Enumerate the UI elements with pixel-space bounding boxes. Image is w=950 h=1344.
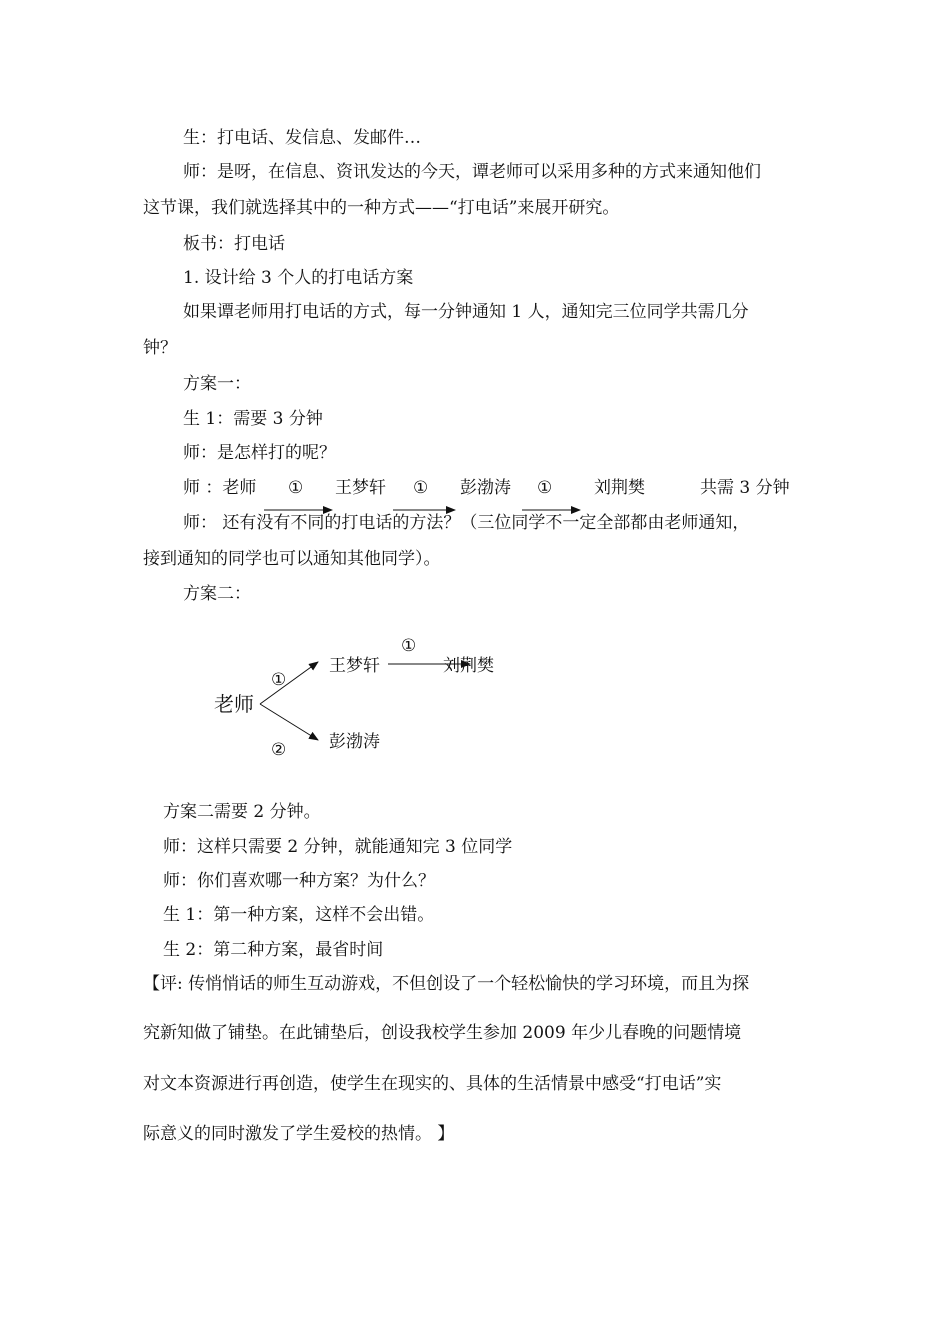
- paragraph-line: 师：是怎样打的呢？: [183, 443, 336, 463]
- paragraph-line: 师：你们喜欢哪一种方案？为什么？: [163, 871, 435, 891]
- scheme1-step3: ①: [537, 478, 553, 498]
- paragraph-line: 生 1：需要 3 分钟: [183, 409, 323, 429]
- scheme2-branch1-step: ①: [271, 670, 287, 690]
- scheme2-branch1-child-step: ①: [401, 636, 417, 656]
- evaluation-line: 对文本资源进行再创造，使学生在现实的、具体的生活情景中感受“打电话”实: [143, 1074, 722, 1094]
- paragraph-line: 方案一：: [183, 374, 251, 394]
- paragraph-line: 方案二需要 2 分钟。: [163, 802, 321, 822]
- scheme2-root: 老师: [214, 692, 254, 716]
- paragraph-line: 接到通知的同学也可以通知其他同学）。: [143, 549, 441, 569]
- scheme2-branch1-child-name: 刘荆樊: [443, 656, 494, 676]
- paragraph-line: 生：打电话、发信息、发邮件…: [183, 128, 421, 148]
- paragraph-line: 师： 还有没有不同的打电话的方法？（三位同学不一定全部都由老师通知，: [183, 513, 750, 533]
- paragraph-line: 师：这样只需要 2 分钟，就能通知完 3 位同学: [163, 837, 513, 857]
- scheme2-branch2-step: ②: [271, 740, 287, 760]
- scheme1-total: 共需 3 分钟: [700, 478, 790, 498]
- scheme2-arrow-up: [260, 662, 318, 704]
- paragraph-line: 方案二：: [183, 584, 251, 604]
- paragraph-line: 师：是呀，在信息、资讯发达的今天，谭老师可以采用多种的方式来通知他们: [183, 162, 761, 182]
- evaluation-line: 究新知做了铺垫。在此铺垫后，创设我校学生参加 2009 年少儿春晚的问题情境: [143, 1023, 742, 1043]
- scheme2-branch1-name: 王梦轩: [329, 656, 380, 676]
- evaluation-line: 际意义的同时激发了学生爱校的热情。 】: [143, 1124, 455, 1144]
- paragraph-line: 这节课，我们就选择其中的一种方式——“打电话”来展开研究。: [143, 198, 620, 218]
- scheme1-step2: ①: [413, 478, 429, 498]
- paragraph-line: 钟？: [143, 338, 177, 358]
- evaluation-line: 【评: 传悄悄话的师生互动游戏，不但创设了一个轻松愉快的学习环境，而且为探: [143, 974, 750, 994]
- scheme1-prefix: 师 ：老师: [183, 478, 257, 498]
- scheme1-name2: 彭渤涛: [460, 478, 511, 498]
- scheme1-name3: 刘荆樊: [594, 478, 645, 498]
- scheme2-branch2-name: 彭渤涛: [329, 732, 380, 752]
- paragraph-line: 板书：打电话: [183, 234, 285, 254]
- paragraph-line: 生 2：第二种方案，最省时间: [163, 940, 384, 960]
- paragraph-line: 如果谭老师用打电话的方式，每一分钟通知 1 人，通知完三位同学共需几分: [183, 302, 749, 322]
- scheme2-arrow-down: [260, 704, 318, 740]
- scheme1-step1: ①: [288, 478, 304, 498]
- paragraph-line: 1. 设计给 3 个人的打电话方案: [183, 268, 414, 288]
- paragraph-line: 生 1：第一种方案，这样不会出错。: [163, 905, 435, 925]
- scheme1-name1: 王梦轩: [335, 478, 386, 498]
